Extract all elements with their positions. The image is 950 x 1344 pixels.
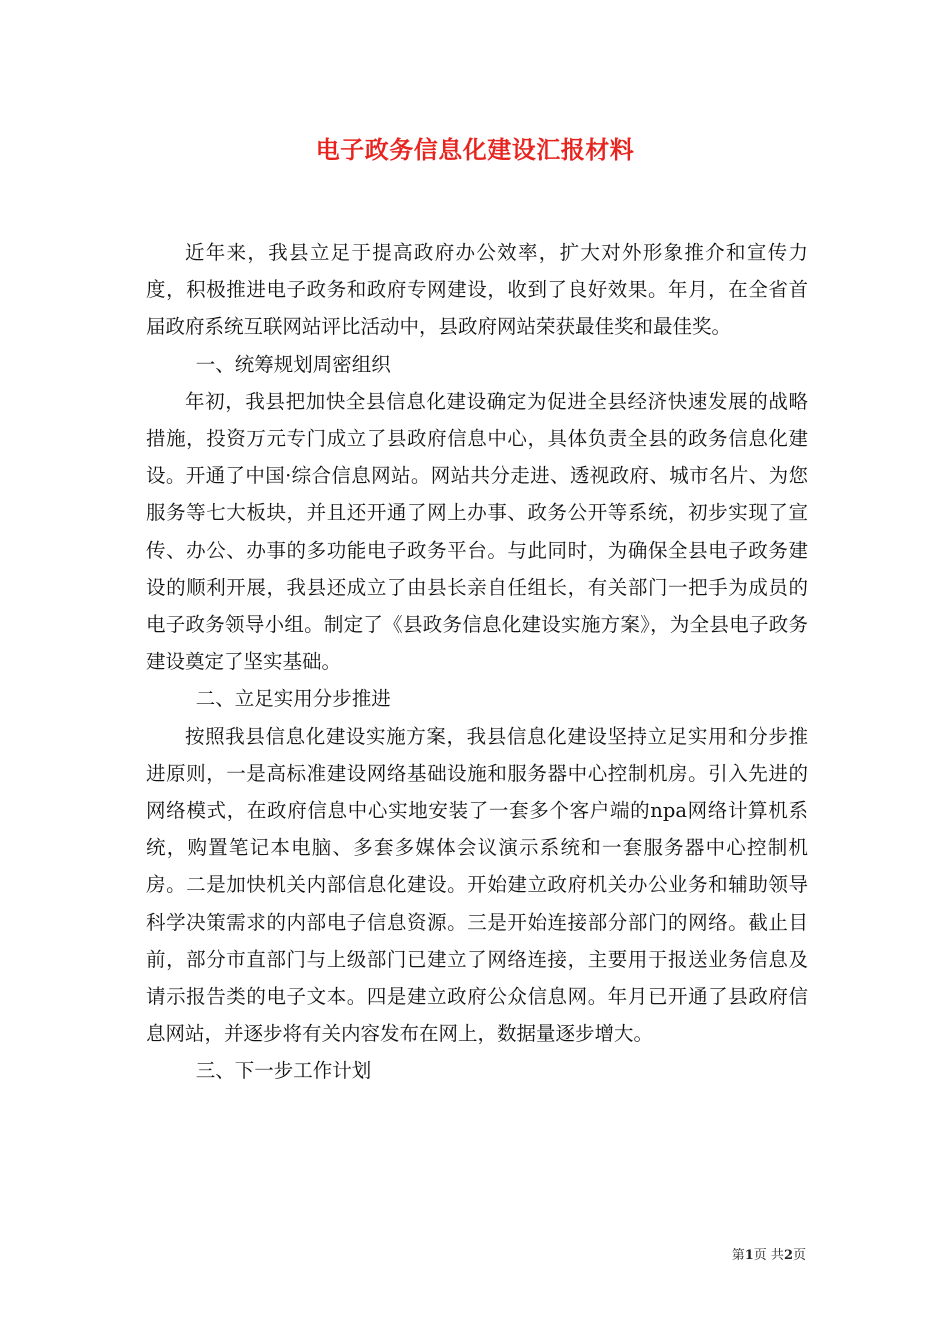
section-heading: 二、立足实用分步推进 bbox=[195, 687, 391, 711]
section-heading: 三、下一步工作计划 bbox=[195, 1059, 372, 1083]
document-body bbox=[146, 234, 808, 1090]
section-heading: 一、统筹规划周密组织 bbox=[195, 352, 391, 376]
paragraph: 近年来，我县立足于提高政府办公效率，扩大对外形象推介和宣传力度，积极推进电子政务和政府专网建设，收到了良好效果。年月，在全省首届政府系统互联网站评比活动中，县政府网站荣获最佳奖和最佳奖。 bbox=[146, 241, 808, 339]
footer-middle: 页 共 bbox=[753, 1248, 784, 1263]
footer-prefix: 第 bbox=[731, 1248, 745, 1263]
page-footer bbox=[732, 1247, 806, 1265]
paragraph: 年初，我县把加快全县信息化建设确定为促进全县经济快速发展的战略措施，投资万元专门成立了县政府信息中心，具体负责全县的政务信息化建设。开通了中国·综合信息网站。网站共分走进、透视政府、城市名片、为您服务等七大板块，并且还开通了网上办事、政务公开等系统，初步实现了宣传、办公、办事的多功能电子政务平台。与此同时，为确保全县电子政务建设的顺利开展，我县还成立了由县长亲自任组长，有关部门一把手为成员的电子政务领导小组。制定了《县政务信息化建设实施方案》，为全县电子政务建设奠定了坚实基础。 bbox=[146, 389, 808, 674]
document-title: 电子政务信息化建设汇报材料 bbox=[315, 136, 635, 164]
footer-suffix: 页 bbox=[792, 1248, 806, 1263]
total-pages-number: 2 bbox=[783, 1248, 793, 1263]
paragraph: 按照我县信息化建设实施方案，我县信息化建设坚持立足实用和分步推进原则，一是高标准建设网络基础设施和服务器中心控制机房。引入先进的网络模式，在政府信息中心实地安装了一套多个客户端的npa网络计算机系统，购置笔记本电脑、多套多媒体会议演示系统和一套服务器中心控制机房。二是加快机关内部信息化建设。开始建立政府机关办公业务和辅助领导科学决策需求的内部电子信息资源。三是开始连接部分部门的网络。截止目前，部分市直部门与上级部门已建立了网络连接，主要用于报送业务信息及请示报告类的电子文本。四是建立政府公众信息网。年月已开通了县政府信息网站，并逐步将有关内容发布在网上，数据量逐步增大。 bbox=[146, 724, 808, 1046]
current-page-number: 1 bbox=[744, 1248, 754, 1263]
